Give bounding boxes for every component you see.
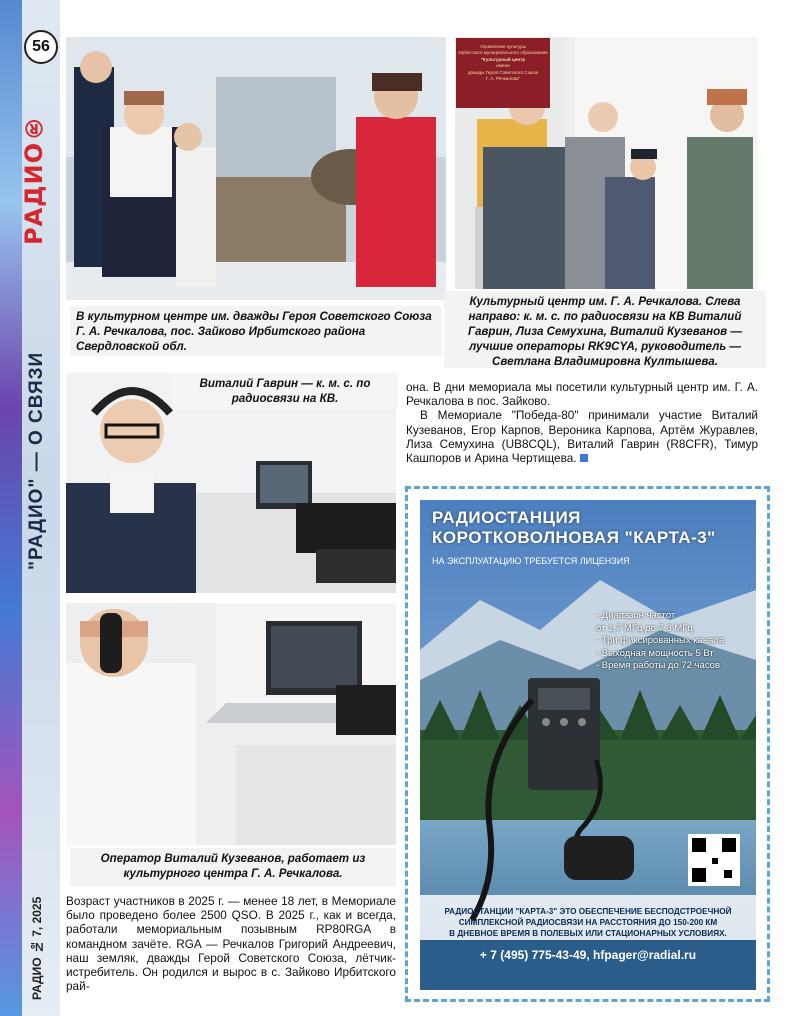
ad-feature: - Выходная мощность 5 Вт xyxy=(596,647,714,659)
ad-note-line-2: СИМПЛЕКСНОЙ РАДИОСВЯЗИ НА РАССТОЯНИЯ ДО 150-200 КМ xyxy=(458,918,718,927)
ad-radio-station xyxy=(420,500,756,990)
caption-photo-cultural-centre: Культурный центр им. Г. А. Речкалова. Слева направо: к. м. с. по радиосвязи на КВ Виталий Гаврин, Лиза Семухина, Виталий Кузеванов — лучшие операторы RK9CYA, руководитель — Светлана Владимировна Култышева. xyxy=(444,291,766,368)
article-paragraph-2-text: В Мемориале "Победа-80" принимали участие Виталий Кузеванов, Егор Карпов, Вероника Карпова, Артём Журавлев, Лиза Семухина (UB8CQL), Виталий Гаврин (R8CFR), Тимур Кашпоров и Арина Чертищева. xyxy=(406,408,758,466)
ad-feature: - Три фиксированных канала xyxy=(596,635,725,646)
ad-note xyxy=(428,906,748,939)
sign-line-4: имени xyxy=(496,63,510,69)
section-title: "РАДИО" — О СВЯЗИ xyxy=(26,351,47,570)
sign-line-2: Ирбитского муниципального образования xyxy=(458,50,548,56)
sidebar-stripe xyxy=(0,0,22,1016)
sign-line-1: Управление культуры xyxy=(479,44,527,49)
page-number: 56 xyxy=(24,30,58,64)
sign-line-6: Г. А. Речкалова" xyxy=(485,76,521,82)
sign-line-3: "Культурный центр xyxy=(480,56,526,62)
ad-feature: - Время работы до 72 часов xyxy=(596,660,721,671)
qr-code-icon xyxy=(688,834,740,886)
article-text-right xyxy=(406,380,758,465)
article-paragraph: Возраст участников в 2025 г. — менее 18 лет, в Мемориале было проведено более 2500 QSO. В 2025 г., как и всегда, работали мемориальным позывным RP80RGA в командном зачёте. RGA — Речкалов Григорий Андреевич, наш земляк, дважды Герой Советского Союза, лётчик-истребитель. Он родился и вырос в с. Зайково Ирбитского рай- xyxy=(66,894,396,994)
sign-line-5: дважды Героя Советского Союза xyxy=(467,69,539,75)
magazine-logo: РАДИО® xyxy=(20,112,48,245)
ad-note-line-3: В ДНЕВНОЕ ВРЕМЯ В ПОЛЕВЫХ ИЛИ СТАЦИОНАРНЫХ УСЛОВИЯХ. xyxy=(449,929,727,938)
ad-feature: - Диапазон частот xyxy=(596,610,676,621)
article-text-left xyxy=(66,894,396,993)
ad-features xyxy=(596,610,724,673)
photo-museum-group xyxy=(66,37,446,300)
ad-title-line-1: РАДИОСТАНЦИЯ xyxy=(432,508,581,527)
plaque-sign xyxy=(456,38,550,108)
ad-contact: + 7 (495) 775-43-49, hfpager@radial.ru xyxy=(479,948,697,962)
ad-title-line-2: КОРОТКОВОЛНОВАЯ "КАРТА-3" xyxy=(432,528,716,547)
caption-photo-kuzevanov: Оператор Виталий Кузеванов, работает из культурного центра Г. А. Речкалова. xyxy=(70,848,396,886)
caption-photo-gavrin: Виталий Гаврин — к. м. с. по радиосвязи на КВ. xyxy=(172,373,398,409)
end-mark-icon xyxy=(580,454,588,462)
caption-photo-museum-group: В культурном центре им. дважды Героя Советского Союза Г. А. Речкалова, пос. Зайково Ирбитского района Свердловской обл. xyxy=(70,306,442,356)
ad-title xyxy=(432,508,716,548)
article-paragraph-1: она. В дни мемориала мы посетили культурный центр им. Г. А. Речкалова в пос. Зайково. xyxy=(406,380,758,409)
photo-kuzevanov-radio xyxy=(66,603,396,845)
issue-info: РАДИО № 7, 2025 xyxy=(30,896,44,1000)
article-paragraph-2 xyxy=(406,408,758,465)
ad-note-line-1: РАДИОСТАНЦИИ "КАРТА-3" ЭТО ОБЕСПЕЧЕНИЕ БЕСПОДСТРОЕЧНОЙ xyxy=(444,907,732,916)
ad-subtitle: НА ЭКСПЛУАТАЦИЮ ТРЕБУЕТСЯ ЛИЦЕНЗИЯ xyxy=(432,556,630,566)
ad-feature: от 1,7 МГц до 7,3 МГц xyxy=(596,622,693,634)
